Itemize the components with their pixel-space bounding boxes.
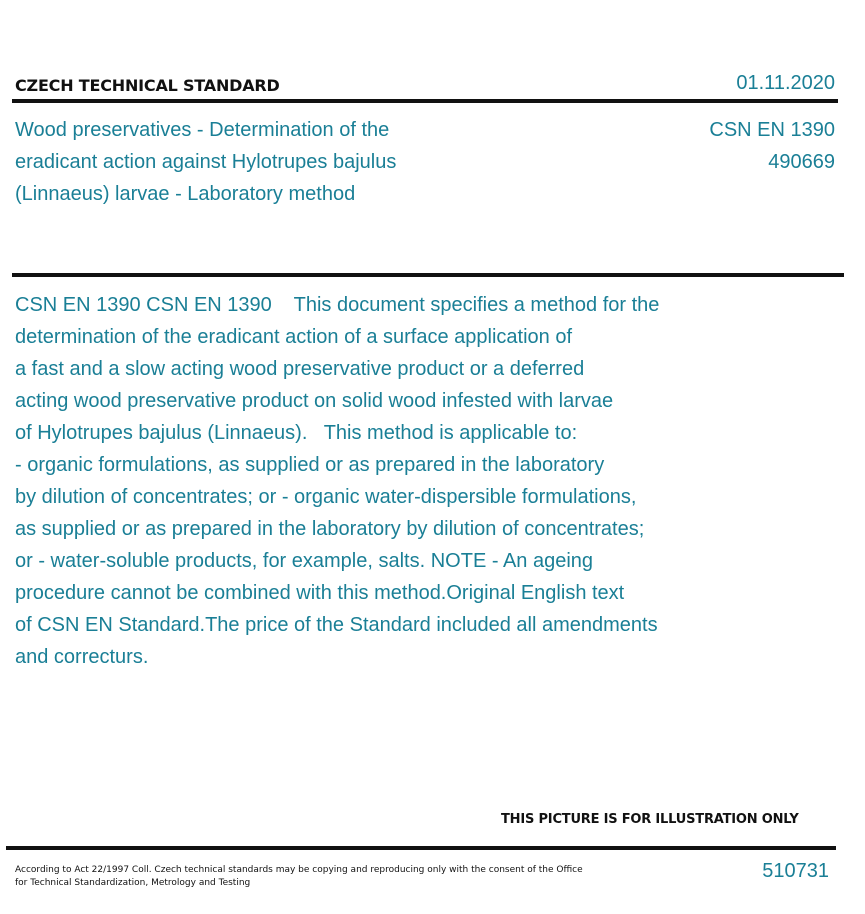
standard-description [15, 289, 715, 673]
description-line: and correcturs. [15, 646, 149, 668]
title-line: (Linnaeus) larvae - Laboratory method [15, 183, 356, 205]
description-line: procedure cannot be combined with this method.Original English text [15, 582, 625, 604]
footer-divider [6, 846, 836, 850]
description-line: a fast and a slow acting wood preservative product or a deferred [15, 358, 585, 380]
description-line: of CSN EN Standard.The price of the Standard included all amendments [15, 614, 658, 636]
illustration-disclaimer: THIS PICTURE IS FOR ILLUSTRATION ONLY [501, 812, 799, 827]
standard-code: CSN EN 1390 [709, 119, 835, 141]
legal-line: According to Act 22/1997 Coll. Czech technical standards may be copying and reproducing only with the consent of the Office [15, 865, 583, 875]
standard-identifiers [709, 114, 835, 178]
description-line: - organic formulations, as supplied or as prepared in the laboratory [15, 454, 605, 476]
description-line: or - water-soluble products, for example, salts. NOTE - An ageing [15, 550, 594, 572]
standard-title [15, 114, 485, 210]
document-type-label: CZECH TECHNICAL STANDARD [15, 76, 280, 95]
description-line: as supplied or as prepared in the laboratory by dilution of concentrates; [15, 518, 645, 540]
catalog-number: 490669 [768, 151, 835, 173]
description-line: by dilution of concentrates; or - organic water-dispersible formulations, [15, 486, 637, 508]
section-divider [12, 273, 844, 277]
description-line: CSN EN 1390 CSN EN 1390 This document specifies a method for the [15, 294, 660, 316]
description-line: determination of the eradicant action of a surface application of [15, 326, 573, 348]
header-divider [12, 99, 838, 103]
legal-line: for Technical Standardization, Metrology and Testing [15, 878, 251, 888]
publication-date: 01.11.2020 [736, 72, 835, 94]
description-line: acting wood preservative product on solid wood infested with larvae [15, 390, 614, 412]
description-line: of Hylotrupes bajulus (Linnaeus). This method is applicable to: [15, 422, 578, 444]
legal-notice [15, 864, 615, 890]
title-line: eradicant action against Hylotrupes bajulus [15, 151, 397, 173]
footer-code: 510731 [762, 860, 829, 882]
title-line: Wood preservatives - Determination of the [15, 119, 390, 141]
